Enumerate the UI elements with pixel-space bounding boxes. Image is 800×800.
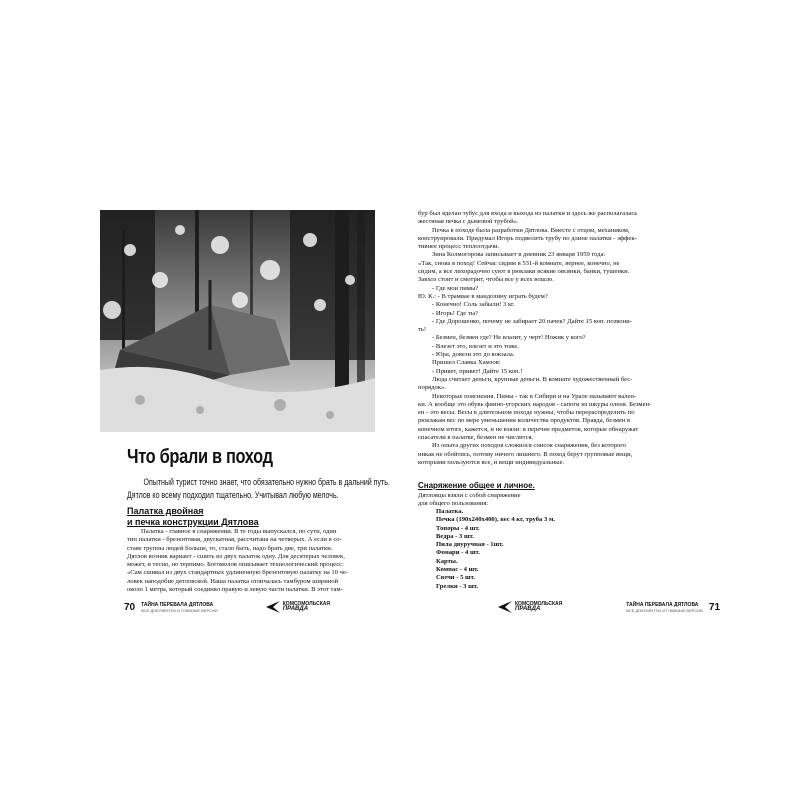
body-line: порядок». [418, 384, 446, 392]
brand-line: КОМСОМОЛЬСКАЯ [282, 601, 331, 607]
lead-line: Опытный турист точно знает, что обязательно нужно брать в дальний путь. [143, 476, 390, 487]
body-line: - Привет, привет! Дайте 15 коп.! [432, 367, 523, 375]
page-number: 71 [708, 601, 721, 613]
body-line: Палатка - главное в снаряжении. В те годы выпускался, по сути, один [141, 528, 337, 535]
brand-logo [498, 601, 562, 613]
running-title: ТАЙНА ПЕРЕВАЛА ДЯТЛОВА [626, 601, 699, 608]
equipment-item: Фонари - 4 шт. [436, 549, 480, 557]
body-line: ловек наподобие дятловской. Наша палатка отличалась тамбуром шириной [127, 577, 339, 585]
body-line: рюкзакам вес по мере уменьшения количества продуктов. Правда, безмен в [418, 417, 631, 425]
right-body-text [418, 210, 690, 467]
body-line: ставе группы людей больше, то, стало быть, надо брать две, три палатки. [127, 544, 333, 552]
tent-photo [100, 210, 375, 432]
brand-name [515, 602, 562, 612]
running-subtitle: ВСЕ ДОКУМЕНТЫ И ГЛАВНЫЕ ВЕРСИИ [626, 607, 703, 613]
body-line: Завхоз стоит и смотрит, чтобы все у всех вошло. [418, 276, 554, 284]
body-line: Печка в походе была разработки Дятлова. Вместе с отцом, механиком, [432, 226, 630, 234]
body-line: ен - это весы. Весы в длительном походе нужны, чтобы перераспределить по [418, 409, 635, 417]
subhead-line: и печка конструкции Дятлова [127, 516, 259, 527]
equipment-item: Топоры - 4 шт. [436, 524, 480, 532]
brand-logo [266, 601, 330, 613]
right-page [418, 210, 721, 613]
intro-line: для общего пользования: [418, 500, 489, 508]
running-title-block [626, 602, 703, 613]
lead-line: Дятлов ко всему подходил тщательно. Учитывал любую мелочь. [127, 488, 339, 500]
equipment-item: Карты. [436, 557, 458, 565]
body-line: тивнее процесс теплоотдачи. [418, 243, 500, 251]
body-line: жестяная печка с дымовой трубой». [418, 218, 519, 226]
body-line: спасатели в палатке, безмен не числится. [418, 434, 534, 442]
running-subtitle: ВСЕ ДОКУМЕНТЫ И ГЛАВНЫЕ ВЕРСИИ [141, 607, 218, 613]
equipment-item: Пила двуручная - 1шт. [436, 541, 504, 549]
body-line: Из опыта других походов сложился список снаряжения, без которого [432, 442, 627, 450]
equipment-item: Компас - 4 шт. [436, 566, 479, 574]
body-line: - Безмен, безмен где? Не влазит, у черт! Ножик у кого? [432, 334, 586, 342]
equipment-item: Свечи - 5 шт. [436, 574, 475, 582]
star-logo-icon [498, 601, 512, 613]
body-line: бур был вделан тубус для входа и выхода из палатки и здесь же располагалась [418, 210, 638, 217]
equipment-heading: Снаряжение общее и личное. [418, 481, 535, 490]
running-title: ТАЙНА ПЕРЕВАЛА ДЯТЛОВА [141, 601, 214, 608]
left-footer [124, 596, 330, 618]
equipment-item: Палатка. [436, 508, 464, 515]
body-line: Люда считает деньги, крупные деньги. В комнате художественный бес- [432, 375, 633, 383]
body-line: конструировали. Придумал Игорь подвесить трубу по длине палатки - эффек- [418, 234, 637, 242]
body-line: Пришел Славка Хамзов: [432, 359, 501, 367]
body-line: сидим, а все лихорадочно суют в рюкзаки всякие овсянки, банки, тушенки. [418, 268, 630, 276]
body-line: «Так, снова в поход! Сейчас сидим в 531-й комнате, вернее, конечно, не [418, 259, 620, 267]
right-footer [498, 596, 720, 618]
left-body-text [127, 528, 372, 594]
body-line: Некоторые пояснения. Пимы - так в Сибири и на Урале называют вален- [432, 392, 637, 400]
intro-line: Дятловцы взяли с собой снаряжение [418, 492, 521, 499]
body-line: Ю. К.: - В трамвае в мандолину играть будем? [418, 292, 548, 300]
star-logo-icon [266, 601, 280, 613]
body-line: тип палатки - брезентовая, двускатная, рассчитана на четверых. А если в со- [127, 536, 342, 544]
page-heading: Что брали в поход [127, 446, 273, 468]
body-line: «Сам сшивал из двух стандартных удлиненную брезентовую палатку на 10 че- [127, 569, 349, 577]
lead-paragraph [127, 476, 390, 501]
brand-name [283, 602, 330, 612]
equipment-intro [418, 492, 521, 509]
body-line: никак не обойтись, потому ничего лишнего. В поход берут групповые вещи, [418, 450, 633, 458]
body-line: может, и тесно, но терпимо. Богомолов описывает технологический процесс: [127, 561, 344, 569]
body-line: - Где Дорошенко, почему не забирает 20 пачек? Дайте 15 коп. позвони- [432, 317, 632, 325]
brand-line: ПРАВДА [515, 606, 541, 612]
subhead-line: Палатка двойная [127, 506, 204, 516]
equipment-item: Печка (190x240x400), вес 4 кг, труба 3 м. [436, 516, 556, 524]
body-line: - Конечно! Соль забыли! 3 кг. [432, 301, 515, 309]
running-title-block [141, 602, 218, 613]
body-line: ки. А вообще это обувь финно-угорских народов - сапоги из шкуры оленя. Безмен- [418, 400, 652, 408]
brand-line: КОМСОМОЛЬСКАЯ [515, 601, 563, 607]
body-line: которыми пользуются все, и вещи индивидуальные. [418, 458, 565, 466]
body-line: - Юра, довези это до вокзала. [432, 351, 515, 359]
equipment-item: Ведра - 3 шт. [436, 532, 474, 540]
tent-photo-image [100, 210, 375, 432]
body-line: ть! [418, 326, 427, 334]
section-subhead [127, 506, 259, 527]
body-line: - Влезет это, влезет и это тоже. [432, 342, 519, 350]
body-line: Зина Колмогорова записывает в дневник 23 января 1959 года: [432, 251, 606, 259]
body-line: - Где мои пимы? [432, 284, 479, 292]
equipment-list [436, 508, 555, 591]
page-number: 70 [124, 601, 136, 613]
body-line: конечном итоге, кажется, и не взяли: в перечне предметов, которые обнаружат [418, 425, 639, 433]
equipment-item: Грелки - 3 шт. [436, 582, 479, 590]
body-line: Дятлов возник вариант - сшить из двух палаток одну. Для десятерых человек, [127, 552, 345, 560]
brand-line: ПРАВДА [282, 606, 309, 612]
body-line: - Игорь! Где ты? [432, 309, 479, 317]
left-page [100, 210, 400, 613]
body-line: около 1 метра, который соединял правую и левую части палатки. В этот там- [127, 586, 343, 594]
